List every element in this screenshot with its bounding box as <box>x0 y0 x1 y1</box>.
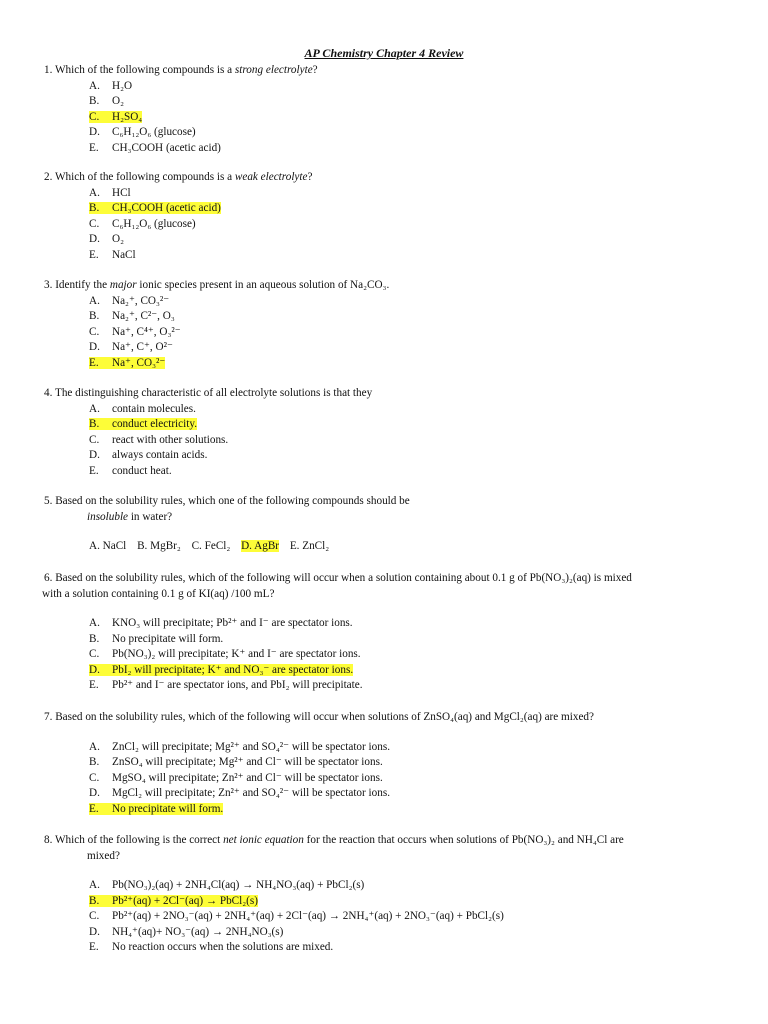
option-content <box>89 187 131 199</box>
option-text: Na⁺, C⁴⁺, O₃²⁻ <box>112 325 181 338</box>
option-letter: A. <box>89 740 100 753</box>
question-6 <box>44 571 734 694</box>
option-text: MgSO₄ will precipitate; Zn²⁺ and Cl⁻ will be spectator ions. <box>112 771 383 784</box>
option-content <box>89 295 169 307</box>
question-7-text: 7. Based on the solubility rules, which of the following will occur when solutions of ZnSO₄(aq) and MgCl₂(aq) are mixed? <box>44 711 594 723</box>
option-d <box>44 232 734 248</box>
option-text: PbI₂ will precipitate; K⁺ and NO₃⁻ are spectator ions. <box>112 663 354 676</box>
option-text: Na⁺, C⁺, O²⁻ <box>112 341 173 353</box>
option-letter: C. <box>89 217 100 230</box>
question-3 <box>44 278 734 371</box>
option-letter: B. <box>89 756 100 768</box>
question-1 <box>44 63 734 156</box>
option-letter: E. <box>89 141 99 154</box>
option-d <box>44 340 734 356</box>
option-content <box>89 803 223 815</box>
option-letter: E. <box>89 679 99 691</box>
question-text-part: in water? <box>128 510 173 523</box>
option-e <box>44 248 734 264</box>
option-letter: B. <box>89 894 100 907</box>
option-b-correct <box>44 201 734 217</box>
option-text: C₆H₁₂O₆ (glucose) <box>112 217 196 230</box>
question-emphasis: weak electrolyte <box>234 171 308 183</box>
option-content <box>89 111 142 123</box>
option-c <box>44 771 734 787</box>
option-letter: A. <box>89 294 100 307</box>
option-a <box>44 740 734 756</box>
option-content <box>89 633 223 645</box>
option-text: CH₃COOH (acetic acid) <box>112 202 221 214</box>
option-content <box>89 772 383 784</box>
option-letter: D. <box>89 126 100 138</box>
question-emphasis: insoluble <box>87 510 129 523</box>
option-letter: E. <box>89 464 99 477</box>
option-text: Na⁺, CO₃²⁻ <box>112 356 166 369</box>
option-e <box>44 141 734 157</box>
option-e: E. ZnCl₂ <box>289 540 330 552</box>
option-b-correct <box>44 417 734 433</box>
question-8 <box>44 833 734 956</box>
option-letter: A. <box>89 79 100 92</box>
option-content <box>89 403 196 415</box>
question-emphasis: major <box>109 279 137 291</box>
option-d <box>44 125 734 141</box>
option-letter: C. <box>89 910 100 922</box>
question-5-options <box>44 539 734 555</box>
question-emphasis: strong electrolyte <box>234 64 313 76</box>
question-5-text-line2 <box>44 510 734 526</box>
option-content <box>89 648 361 660</box>
question-text-part: ? <box>312 64 318 76</box>
option-content <box>89 664 353 676</box>
option-letter: D. <box>89 449 100 461</box>
option-letter: B. <box>89 632 100 645</box>
option-e-correct <box>44 356 734 372</box>
option-letter: D. <box>89 787 100 799</box>
option-letter: E. <box>89 248 99 261</box>
option-content <box>89 95 124 107</box>
option-text: contain molecules. <box>112 402 196 415</box>
question-1-options <box>44 79 734 157</box>
option-c <box>44 217 734 233</box>
option-letter: B. <box>89 95 100 107</box>
option-d <box>44 925 734 941</box>
question-7 <box>44 710 734 817</box>
option-content <box>89 326 181 338</box>
option-text: Na₂⁺, CO₃²⁻ <box>112 294 170 307</box>
question-7-options <box>44 740 734 818</box>
option-a <box>44 186 734 202</box>
option-d-correct <box>44 663 734 679</box>
option-d <box>44 786 734 802</box>
option-letter: C. <box>89 110 100 123</box>
option-content <box>89 895 258 907</box>
option-b-correct <box>44 894 734 910</box>
option-text: conduct heat. <box>112 464 172 477</box>
option-text: Pb²⁺(aq) + 2NO₃⁻(aq) + 2NH₄⁺(aq) + 2Cl⁻(aq) → 2NH₄⁺(aq) + 2NO₃⁻(aq) + PbCl₂(s) <box>112 910 504 922</box>
option-text: always contain acids. <box>112 449 208 461</box>
option-text: O₂ <box>112 233 124 245</box>
option-b <box>44 755 734 771</box>
option-a <box>44 79 734 95</box>
option-content <box>89 80 132 92</box>
question-text-part: for the reaction that occurs when solutions of Pb(NO₃)₂ and NH₄Cl are <box>303 834 624 846</box>
question-2-text <box>44 170 734 186</box>
option-content <box>89 126 196 138</box>
question-8-text <box>44 833 734 849</box>
option-d <box>44 448 734 464</box>
option-letter: C. <box>89 771 100 784</box>
option-b <box>44 309 734 325</box>
option-content <box>89 233 124 245</box>
option-content <box>89 910 504 922</box>
option-e-correct <box>44 802 734 818</box>
option-a <box>44 616 734 632</box>
option-text: Pb(NO₃)₂(aq) + 2NH₄Cl(aq) → NH₄NO₃(aq) + PbCl₂(s) <box>112 879 365 891</box>
option-c-correct <box>44 110 734 126</box>
option-letter: B. <box>89 202 100 214</box>
option-content <box>89 741 390 753</box>
option-letter: D. <box>89 663 100 676</box>
option-letter: E. <box>89 941 99 953</box>
option-text: NaCl <box>112 248 136 261</box>
option-c <box>44 325 734 341</box>
option-letter: B. <box>89 310 100 322</box>
option-content <box>89 310 175 322</box>
question-text-part: ionic species present in an aqueous solution of Na₂CO₃. <box>136 279 390 291</box>
option-text: Pb²⁺(aq) + 2Cl⁻(aq) → PbCl₂(s) <box>112 894 258 907</box>
option-content <box>89 879 364 891</box>
option-text: ZnSO₄ will precipitate; Mg²⁺ and Cl⁻ will be spectator ions. <box>112 756 383 768</box>
option-letter: B. <box>89 418 100 430</box>
option-text: No precipitate will form. <box>112 802 224 815</box>
option-text: CH₃COOH (acetic acid) <box>112 141 221 154</box>
question-text-part: 3. Identify the <box>44 279 110 291</box>
question-4-text: 4. The distinguishing characteristic of all electrolyte solutions is that they <box>44 387 373 399</box>
option-content <box>89 449 207 461</box>
option-a <box>44 402 734 418</box>
option-a: A. NaCl <box>89 540 127 552</box>
option-content <box>89 787 390 799</box>
option-letter: A. <box>89 879 100 891</box>
question-text-part: 1. Which of the following compounds is a <box>44 64 235 76</box>
option-letter: C. <box>89 325 100 338</box>
question-3-options <box>44 294 734 372</box>
option-content <box>89 756 383 768</box>
option-content <box>89 465 172 477</box>
option-b <box>44 94 734 110</box>
option-text: NH₄⁺(aq)+ NO₃⁻(aq) → 2NH₄NO₃(s) <box>112 925 284 938</box>
option-b: B. MgBr₂ <box>137 540 181 552</box>
option-text: H₂O <box>112 79 133 92</box>
question-text-part: ? <box>307 171 313 183</box>
question-6-options <box>44 616 734 694</box>
option-content <box>89 218 196 230</box>
option-content <box>89 434 228 446</box>
option-letter: A. <box>89 186 100 199</box>
option-text: MgCl₂ will precipitate; Zn²⁺ and SO₄²⁻ will be spectator ions. <box>112 787 390 799</box>
question-emphasis: net ionic equation <box>223 834 304 846</box>
option-e <box>44 464 734 480</box>
option-letter: A. <box>89 402 100 415</box>
question-4 <box>44 386 734 479</box>
question-2 <box>44 170 734 263</box>
option-text: conduct electricity. <box>112 418 198 430</box>
option-letter: A. <box>89 617 100 629</box>
option-text: No precipitate will form. <box>112 632 224 645</box>
option-text: O₂ <box>112 95 124 107</box>
option-content <box>89 357 165 369</box>
option-e <box>44 940 734 956</box>
option-d-correct: D. AgBr <box>241 540 280 552</box>
option-letter: D. <box>89 925 100 938</box>
option-text: H₂SO₄ <box>112 110 143 123</box>
option-text: ZnCl₂ will precipitate; Mg²⁺ and SO₄²⁻ will be spectator ions. <box>112 740 390 753</box>
option-text: KNO₃ will precipitate; Pb²⁺ and I⁻ are spectator ions. <box>112 617 353 629</box>
option-letter: E. <box>89 356 99 369</box>
option-content <box>89 679 363 691</box>
option-c <box>44 433 734 449</box>
option-content <box>89 142 221 154</box>
option-text: Pb(NO₃)₂ will precipitate; K⁺ and I⁻ are spectator ions. <box>112 648 361 660</box>
option-text: HCl <box>112 186 131 199</box>
question-2-options <box>44 186 734 264</box>
question-text-part: 8. Which of the following is the correct <box>44 834 224 846</box>
option-content <box>89 926 283 938</box>
option-text: No reaction occurs when the solutions are mixed. <box>112 941 334 953</box>
option-text: react with other solutions. <box>112 433 229 446</box>
question-6-text-line2: with a solution containing 0.1 g of KI(aq) /100 mL? <box>42 587 275 600</box>
option-c <box>44 909 734 925</box>
option-content <box>89 617 353 629</box>
question-4-options <box>44 402 734 480</box>
option-content <box>89 341 173 353</box>
question-6-text: 6. Based on the solubility rules, which of the following will occur when a solution containing about 0.1 g of Pb(NO₃)₂(aq) is mixed <box>44 572 632 584</box>
option-letter: D. <box>89 341 100 353</box>
question-text-part: 2. Which of the following compounds is a <box>44 171 235 183</box>
option-content <box>89 941 333 953</box>
question-8-text-line2: mixed? <box>87 849 120 862</box>
option-c: C. FeCl₂ <box>191 540 231 552</box>
page-title: AP Chemistry Chapter 4 Review <box>304 46 464 60</box>
option-content <box>89 418 197 430</box>
option-text: C₆H₁₂O₆ (glucose) <box>112 126 196 138</box>
question-1-text <box>44 63 734 79</box>
question-3-text <box>44 278 734 294</box>
option-letter: E. <box>89 802 99 815</box>
option-content <box>89 202 221 214</box>
question-5-text: 5. Based on the solubility rules, which one of the following compounds should be <box>44 495 410 507</box>
option-e <box>44 678 734 694</box>
option-a <box>44 294 734 310</box>
option-c <box>44 647 734 663</box>
option-letter: C. <box>89 648 100 660</box>
option-text: Pb²⁺ and I⁻ are spectator ions, and PbI₂ will precipitate. <box>112 679 363 691</box>
option-text: Na₂⁺, C²⁻, O₃ <box>112 310 175 322</box>
option-letter: D. <box>89 233 100 245</box>
option-letter: C. <box>89 433 100 446</box>
option-a <box>44 878 734 894</box>
option-content <box>89 249 136 261</box>
option-b <box>44 632 734 648</box>
question-5 <box>44 494 734 555</box>
question-8-options <box>44 878 734 956</box>
